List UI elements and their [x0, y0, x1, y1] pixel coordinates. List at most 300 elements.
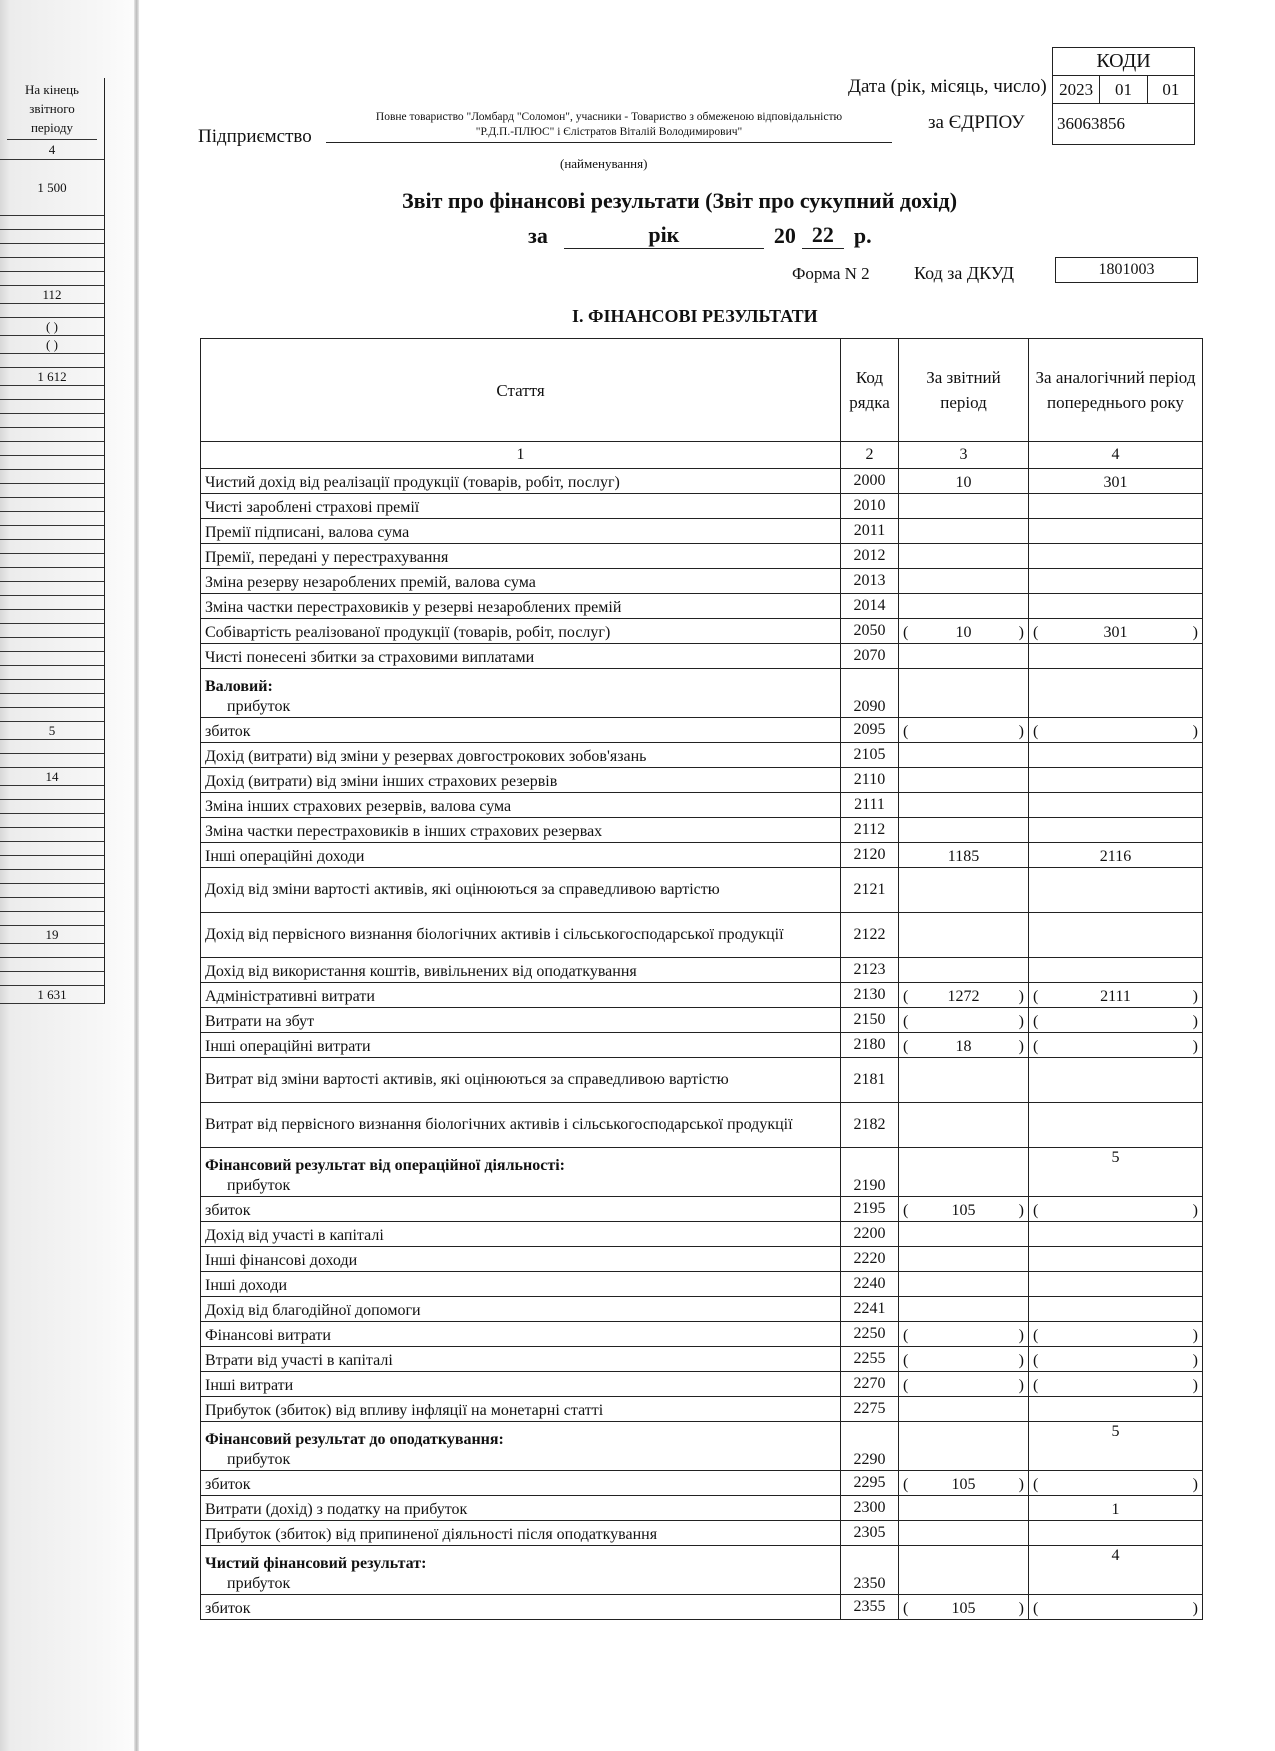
table-row [201, 494, 1203, 519]
paren-open: ( [1033, 1377, 1039, 1394]
stub-cell: 19 [0, 926, 104, 944]
row-previous-value [1029, 569, 1203, 594]
row-code: 2011 [841, 519, 899, 544]
row-code: 2122 [841, 913, 899, 958]
row-label-text: Дохід від використання коштів, вивільнених від оподаткування [205, 963, 637, 980]
row-label-text: збиток [205, 1600, 251, 1617]
stub-cell [0, 216, 104, 230]
stub-cell [0, 856, 104, 870]
paren-close: ) [1192, 723, 1198, 740]
stub-cell: 1 612 [0, 368, 104, 386]
paren-close: ) [1192, 1600, 1198, 1617]
table-row [201, 743, 1203, 768]
row-label [201, 1496, 841, 1521]
paren-open: ( [903, 624, 909, 641]
table-row [201, 1422, 1203, 1471]
paren-close: ) [1192, 1013, 1198, 1030]
table-row [201, 544, 1203, 569]
row-label [201, 619, 841, 644]
row-label [201, 644, 841, 669]
row-label [201, 544, 841, 569]
row-code: 2130 [841, 983, 899, 1008]
table-row [201, 469, 1203, 494]
row-current-value [899, 1197, 1029, 1222]
stub-cell [0, 958, 104, 972]
row-current-value [899, 1148, 1029, 1197]
row-previous-value [1029, 958, 1203, 983]
codes-edrpou: 36063856 [1057, 114, 1125, 133]
table-row [201, 1546, 1203, 1595]
paren-open: ( [903, 1352, 909, 1369]
paren-close: ) [1192, 1352, 1198, 1369]
stub-cell [0, 512, 104, 526]
row-previous-value [1029, 718, 1203, 743]
row-code: 2182 [841, 1103, 899, 1148]
enterprise-name-line2: "Р.Д.П.-ПЛЮС" і Єлістратов Віталій Володимирович" [475, 126, 743, 138]
row-label [201, 1397, 841, 1422]
row-code: 2013 [841, 569, 899, 594]
row-group-title: Фінансовий результат до оподаткування: [205, 1431, 504, 1448]
row-label-text: Дохід від зміни вартості активів, які оцінюються за справедливою вартістю [205, 881, 720, 898]
stub-cell [0, 624, 104, 638]
row-label [201, 913, 841, 958]
table-row [201, 1222, 1203, 1247]
row-label [201, 983, 841, 1008]
paren-open: ( [1033, 988, 1039, 1005]
value-text: 301 [1103, 474, 1128, 491]
stub-cell [0, 258, 104, 272]
row-previous-value [1029, 843, 1203, 868]
table-row [201, 1595, 1203, 1620]
table-row [201, 644, 1203, 669]
paren-close: ) [1018, 624, 1024, 641]
row-label-text: Собівартість реалізованої продукції (товарів, робіт, послуг) [205, 624, 611, 641]
row-previous-value [1029, 1422, 1203, 1471]
value-text: 2111 [1100, 988, 1131, 1005]
paren-open: ( [1033, 723, 1039, 740]
stub-cell [0, 386, 104, 400]
row-previous-value [1029, 983, 1203, 1008]
row-current-value [899, 818, 1029, 843]
stub-cell [0, 912, 104, 926]
table-row [201, 569, 1203, 594]
row-sub-label: прибуток [227, 1575, 291, 1592]
row-previous-value [1029, 1521, 1203, 1546]
row-previous-value [1029, 1372, 1203, 1397]
row-label [201, 818, 841, 843]
row-code: 2090 [841, 669, 899, 718]
row-code: 2290 [841, 1422, 899, 1471]
stub-cell [0, 884, 104, 898]
row-code: 2095 [841, 718, 899, 743]
row-previous-value [1029, 768, 1203, 793]
row-current-value [899, 1595, 1029, 1620]
value-text: 105 [951, 1202, 976, 1219]
row-previous-value [1029, 1347, 1203, 1372]
dkud-label: Код за ДКУД [914, 263, 1014, 283]
row-label-text: Витрати на збут [205, 1013, 315, 1030]
row-previous-value [1029, 1595, 1203, 1620]
row-previous-value [1029, 1496, 1203, 1521]
row-code: 2123 [841, 958, 899, 983]
col-number-1: 1 [201, 442, 841, 469]
stub-cell [0, 898, 104, 912]
paren-close: ) [1018, 1038, 1024, 1055]
table-row [201, 519, 1203, 544]
row-label [201, 768, 841, 793]
stub-cell: 1 631 [0, 986, 104, 1004]
paren-open: ( [903, 1377, 909, 1394]
row-current-value [899, 958, 1029, 983]
row-label [201, 1347, 841, 1372]
value-text: 18 [955, 1038, 972, 1055]
paren-open: ( [903, 1600, 909, 1617]
row-current-value [899, 1297, 1029, 1322]
row-label [201, 594, 841, 619]
row-previous-value [1029, 1272, 1203, 1297]
row-current-value [899, 1471, 1029, 1496]
row-label-text: Втрати від участі в капіталі [205, 1352, 393, 1369]
row-code: 2150 [841, 1008, 899, 1033]
row-label-text: Дохід від первісного визнання біологічних активів і сільськогосподарської продукції [205, 926, 784, 943]
row-current-value [899, 793, 1029, 818]
row-code: 2241 [841, 1297, 899, 1322]
row-current-value [899, 669, 1029, 718]
row-label [201, 958, 841, 983]
row-label [201, 1322, 841, 1347]
stub-cell [0, 304, 104, 318]
row-previous-value [1029, 594, 1203, 619]
stub-cell [0, 568, 104, 582]
row-group-title: Валовий: [205, 678, 273, 695]
paren-close: ) [1018, 1476, 1024, 1493]
paren-open: ( [903, 1202, 909, 1219]
stub-cell: 5 [0, 722, 104, 740]
stub-cell [0, 428, 104, 442]
stub-cell [0, 498, 104, 512]
value-text: 1 [1111, 1501, 1120, 1518]
period-year-prefix: 20 [773, 223, 796, 248]
stub-cell [0, 610, 104, 624]
stub-cell [0, 666, 104, 680]
header-article: Стаття [201, 339, 841, 442]
row-code: 2250 [841, 1322, 899, 1347]
row-previous-value [1029, 1247, 1203, 1272]
table-row [201, 1372, 1203, 1397]
stub-cell [0, 944, 104, 958]
stub-cell [0, 828, 104, 842]
col-number-2: 2 [841, 442, 899, 469]
value-text: 5 [1111, 1423, 1120, 1440]
paren-open: ( [1033, 1352, 1039, 1369]
row-label-text: Інші операційні витрати [205, 1038, 371, 1055]
row-label-text: Дохід від благодійної допомоги [205, 1302, 421, 1319]
value-text: 10 [955, 624, 972, 641]
row-current-value [899, 983, 1029, 1008]
row-current-value [899, 1496, 1029, 1521]
row-code: 2255 [841, 1347, 899, 1372]
row-label [201, 569, 841, 594]
paren-open: ( [1033, 1600, 1039, 1617]
stub-cell [0, 354, 104, 368]
row-group-title: Чистий фінансовий результат: [205, 1555, 427, 1572]
enterprise-label: Підприємство [198, 126, 312, 147]
row-code: 2112 [841, 818, 899, 843]
header-current: За звітний період [899, 339, 1029, 442]
value-text: 301 [1103, 624, 1128, 641]
table-row [201, 1496, 1203, 1521]
row-previous-value [1029, 1008, 1203, 1033]
enterprise-name-line1: Повне товариство "Ломбард "Соломон", учасники - Товариство з обмеженою відповідальністю [375, 111, 843, 123]
stub-cell [0, 456, 104, 470]
codes-box [1052, 47, 1195, 145]
codes-date [1053, 76, 1194, 104]
stub-cell [0, 786, 104, 800]
stub-cell [0, 740, 104, 754]
row-label-text: Прибуток (збиток) від впливу інфляції на монетарні статті [205, 1402, 604, 1419]
paren-close: ) [1018, 1202, 1024, 1219]
row-previous-value [1029, 619, 1203, 644]
row-current-value [899, 1272, 1029, 1297]
row-previous-value [1029, 1103, 1203, 1148]
section-title: І. ФІНАНСОВІ РЕЗУЛЬТАТИ [572, 306, 818, 326]
stub-cell [0, 972, 104, 986]
row-code: 2190 [841, 1148, 899, 1197]
table-row [201, 1521, 1203, 1546]
row-code: 2050 [841, 619, 899, 644]
row-label [201, 1033, 841, 1058]
row-label [201, 793, 841, 818]
row-previous-value [1029, 868, 1203, 913]
row-current-value [899, 718, 1029, 743]
row-previous-value [1029, 644, 1203, 669]
row-label-text: Премії підписані, валова сума [205, 524, 410, 541]
row-current-value [899, 1247, 1029, 1272]
table-header-row [201, 339, 1203, 442]
paren-open: ( [1033, 1038, 1039, 1055]
paren-open: ( [903, 1327, 909, 1344]
stub-cell [0, 638, 104, 652]
row-current-value [899, 1372, 1029, 1397]
row-sub-label: прибуток [227, 1451, 291, 1468]
row-previous-value [1029, 1222, 1203, 1247]
stub-cell [0, 814, 104, 828]
row-label [201, 1247, 841, 1272]
stub-cell [0, 708, 104, 722]
row-code: 2181 [841, 1058, 899, 1103]
paren-close: ) [1192, 1377, 1198, 1394]
stub-cell [0, 244, 104, 258]
stub-cell: 14 [0, 768, 104, 786]
row-label [201, 843, 841, 868]
period-type: рік [564, 222, 764, 249]
row-label [201, 1471, 841, 1496]
table-row [201, 868, 1203, 913]
stub-cell [0, 596, 104, 610]
row-current-value [899, 868, 1029, 913]
stub-cell [0, 414, 104, 428]
column-number-row [201, 442, 1203, 469]
row-label [201, 1521, 841, 1546]
value-text: 1272 [947, 988, 980, 1005]
period-year-end: р. [853, 223, 872, 248]
stub-cell [0, 652, 104, 666]
row-label-text: Витрати (дохід) з податку на прибуток [205, 1501, 468, 1518]
row-previous-value [1029, 494, 1203, 519]
codes-title: КОДИ [1053, 48, 1194, 76]
row-label [201, 1422, 841, 1471]
stub-cell [0, 870, 104, 884]
row-label [201, 1103, 841, 1148]
enterprise-name [326, 110, 892, 143]
stub-cell [0, 540, 104, 554]
stub-cell [0, 754, 104, 768]
row-label-text: Адміністративні витрати [205, 988, 375, 1005]
row-current-value [899, 743, 1029, 768]
table-row [201, 1148, 1203, 1197]
header-previous: За аналогічний період попереднього року [1029, 339, 1203, 442]
row-code: 2000 [841, 469, 899, 494]
paren-close: ) [1192, 1038, 1198, 1055]
row-sub-label: прибуток [227, 1177, 291, 1194]
row-previous-value [1029, 1197, 1203, 1222]
row-label [201, 1222, 841, 1247]
col-number-3: 3 [899, 442, 1029, 469]
row-current-value [899, 768, 1029, 793]
row-code: 2220 [841, 1247, 899, 1272]
stub-col-number: 4 [0, 140, 104, 160]
row-code: 2111 [841, 793, 899, 818]
codes-year: 2023 [1053, 76, 1100, 103]
paren-open: ( [1033, 1013, 1039, 1030]
row-label [201, 718, 841, 743]
row-code: 2120 [841, 843, 899, 868]
stub-cell [0, 400, 104, 414]
row-code: 2275 [841, 1397, 899, 1422]
row-current-value [899, 1521, 1029, 1546]
table-row [201, 1197, 1203, 1222]
row-label-text: Фінансові витрати [205, 1327, 331, 1344]
row-code: 2350 [841, 1546, 899, 1595]
table-row [201, 1322, 1203, 1347]
table-row [201, 1008, 1203, 1033]
paren-close: ) [1192, 988, 1198, 1005]
row-current-value [899, 494, 1029, 519]
row-code: 2195 [841, 1197, 899, 1222]
stub-cell [0, 484, 104, 498]
value-text: 105 [951, 1476, 976, 1493]
paren-open: ( [903, 988, 909, 1005]
row-current-value [899, 1058, 1029, 1103]
row-code: 2105 [841, 743, 899, 768]
table-row [201, 1471, 1203, 1496]
row-code: 2295 [841, 1471, 899, 1496]
row-label-text: Премії, передані у перестрахування [205, 549, 449, 566]
row-code: 2070 [841, 644, 899, 669]
row-code: 2355 [841, 1595, 899, 1620]
table-row [201, 843, 1203, 868]
table-row [201, 983, 1203, 1008]
row-label-text: Дохід (витрати) від зміни у резервах довгострокових зобов'язань [205, 748, 647, 765]
row-current-value [899, 1347, 1029, 1372]
row-current-value [899, 594, 1029, 619]
stub-cells [0, 160, 104, 1004]
table-row [201, 619, 1203, 644]
row-code: 2010 [841, 494, 899, 519]
table-row [201, 1297, 1203, 1322]
paren-open: ( [903, 1038, 909, 1055]
period-za: за [528, 223, 548, 248]
paren-close: ) [1018, 1600, 1024, 1617]
stub-cell [0, 582, 104, 596]
table-row [201, 793, 1203, 818]
row-label-text: Зміна інших страхових резервів, валова сума [205, 798, 512, 815]
paren-close: ) [1192, 1476, 1198, 1493]
stub-cell [0, 842, 104, 856]
row-previous-value [1029, 818, 1203, 843]
row-code: 2300 [841, 1496, 899, 1521]
table-row [201, 1397, 1203, 1422]
row-label-text: Інші доходи [205, 1277, 288, 1294]
row-label [201, 469, 841, 494]
stub-cell [0, 554, 104, 568]
table-row [201, 818, 1203, 843]
row-label [201, 1546, 841, 1595]
stub-cell [0, 526, 104, 540]
row-previous-value [1029, 1471, 1203, 1496]
row-group-title: Фінансовий результат від операційної діяльності: [205, 1157, 565, 1174]
row-previous-value [1029, 1297, 1203, 1322]
row-label [201, 1595, 841, 1620]
row-label-text: Чистий дохід від реалізації продукції (товарів, робіт, послуг) [205, 474, 620, 491]
row-sub-label: прибуток [227, 698, 291, 715]
table-row [201, 913, 1203, 958]
stub-cell [0, 442, 104, 456]
row-previous-value [1029, 469, 1203, 494]
row-current-value [899, 569, 1029, 594]
row-label-text: Чисті понесені збитки за страховими виплатами [205, 649, 535, 666]
row-code: 2180 [841, 1033, 899, 1058]
row-code: 2110 [841, 768, 899, 793]
row-current-value [899, 1546, 1029, 1595]
row-label-text: збиток [205, 1476, 251, 1493]
table-row [201, 768, 1203, 793]
codes-day: 01 [1162, 80, 1180, 99]
row-current-value [899, 1397, 1029, 1422]
row-code: 2305 [841, 1521, 899, 1546]
row-label-text: Дохід (витрати) від зміни інших страхових резервів [205, 773, 558, 790]
row-label-text: Витрат від первісного визнання біологічних активів і сільськогосподарської продукції [205, 1116, 793, 1133]
stub-cell: 112 [0, 286, 104, 304]
paren-open: ( [903, 1013, 909, 1030]
paren-close: ) [1192, 624, 1198, 641]
col-number-4: 4 [1029, 442, 1203, 469]
codes-month: 01 [1100, 76, 1147, 103]
row-label [201, 519, 841, 544]
previous-page-fragment [0, 78, 105, 1004]
row-label-text: Зміна частки перестраховиків у резерві незароблених премій [205, 599, 622, 616]
row-previous-value [1029, 669, 1203, 718]
paren-close: ) [1018, 1377, 1024, 1394]
paren-open: ( [1033, 624, 1039, 641]
row-label [201, 1372, 841, 1397]
row-previous-value [1029, 544, 1203, 569]
stub-cell [0, 694, 104, 708]
paren-close: ) [1018, 723, 1024, 740]
report-period-line [528, 222, 872, 249]
row-label-text: Дохід від участі в капіталі [205, 1227, 384, 1244]
stub-cell [0, 272, 104, 286]
